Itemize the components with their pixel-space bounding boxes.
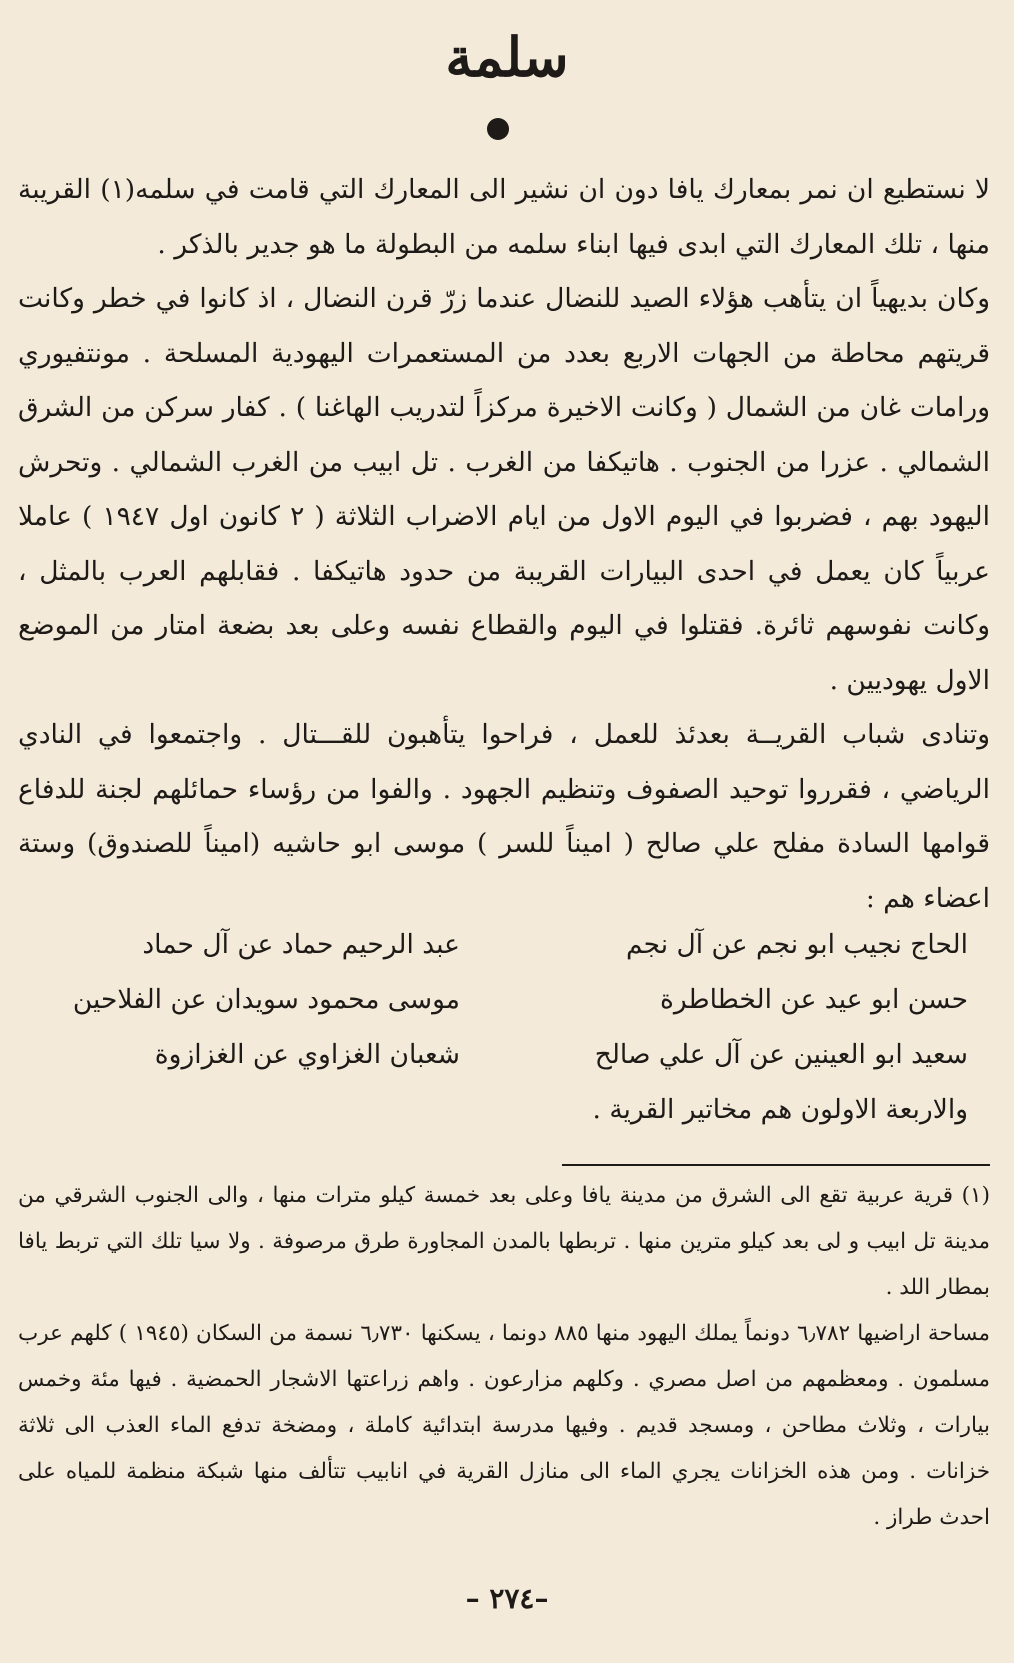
paragraph-surroundings: وكان بديهياً ان يتأهب هؤلاء الصيد للنضال عندما زرّ قرن النضال ، اذ كانوا في خطر وكانت قريتهم محاطة من الجهات الاربع بعدد من المستعمرات اليهودية المسلحة . مونتفيوري ورامات غان من الشمال ( وكانت الاخيرة مركزاً لتدريب الهاغنا ) . كفار سركن من الشرق الشمالي . عزرا من الجنوب . هاتيكفا من الغرب . تل ابيب من الغرب الشمالي . وتحرش اليهود بهم ، فضربوا في اليوم الاول من ايام الاضراب الثلاثة ( ٢ كانون اول ١٩٤٧ ) عاملا عربياً كان يعمل في احدى البيارات القريبة من حدود هاتيكفا . فقابلهم العرب بالمثل ، وكانت نفوسهم ثائرة. فقتلوا في اليوم والقطاع نفسه وعلى بعد بضعة امتار من الموضع الاول يهوديين . bbox=[18, 283, 990, 696]
committee-members bbox=[30, 917, 990, 1137]
members-row bbox=[30, 972, 990, 1027]
main-text bbox=[18, 163, 990, 926]
bullet-ornament bbox=[487, 118, 509, 140]
member-name: عبد الرحيم حماد عن آل حماد bbox=[142, 929, 460, 960]
footnote-statistics: مساحة اراضيها ٦٫٧٨٢ دونماً يملك اليهود منها ٨٨٥ دونما ، يسكنها ٦٫٧٣٠ نسمة من السكان (١٩٤٥ ) كلهم عرب مسلمون . ومعظمهم من اصل مصري . وكلهم مزارعون . واهم زراعتها الاشجار الحمضية . فيها مئة وخمس بيارات ، وثلاث مطاحن ، ومسجد قديم . وفيها مدرسة ابتدائية كاملة ، ومضخة تدفع الماء العذب الى ثلاثة خزانات . ومن هذه الخزانات يجري الماء الى منازل القرية في انابيب تتألف منها شبكة منظمة للمياه على احدث طراز . bbox=[18, 1321, 990, 1530]
members-row bbox=[30, 1027, 990, 1082]
paragraph-intro: لا نستطيع ان نمر بمعارك يافا دون ان نشير الى المعارك التي قامت في سلمه(١) القريبة منها ، تلك المعارك التي ابدى فيها ابناء سلمه من البطولة ما هو جدير بالذكر . bbox=[18, 174, 991, 260]
member-name: شعبان الغزاوي عن الغزازوة bbox=[154, 1039, 460, 1070]
footnote-divider bbox=[562, 1164, 990, 1166]
closing-line: والاربعة الاولون هم مخاتير القرية . bbox=[592, 1094, 968, 1125]
page-title: سلمة bbox=[445, 25, 569, 89]
member-name: حسن ابو عيد عن الخطاطرة bbox=[660, 984, 968, 1015]
member-name: الحاج نجيب ابو نجم عن آل نجم bbox=[625, 929, 968, 960]
footnotes bbox=[18, 1173, 990, 1541]
footnote-location: (١) قرية عربية تقع الى الشرق من مدينة يافا وعلى بعد خمسة كيلو مترات منها ، والى الجنوب الشرقي من مدينة تل ابيب و لى بعد كيلو مترين منها . تربطها بالمدن المجاورة طرق مرصوفة . ولا سيا تلك التي تربط يافا بمطار اللد . bbox=[18, 1183, 990, 1300]
paragraph-committee: وتنادى شباب القريــة بعدئذ للعمل ، فراحوا يتأهبون للقـــتال . واجتمعوا في النادي الرياضي ، فقرروا توحيد الصفوف وتنظيم الجهود . والفوا من رؤساء حمائلهم لجنة للدفاع قوامها السادة مفلح علي صالح ( اميناً للسر ) موسى ابو حاشيه (اميناً للصندوق) وستة اعضاء هم : bbox=[18, 719, 990, 914]
member-name: سعيد ابو العينين عن آل علي صالح bbox=[594, 1039, 968, 1070]
page-number: –٢٧٤ – bbox=[465, 1582, 549, 1615]
member-name: موسى محمود سويدان عن الفلاحين bbox=[72, 984, 460, 1015]
members-row bbox=[30, 917, 990, 972]
